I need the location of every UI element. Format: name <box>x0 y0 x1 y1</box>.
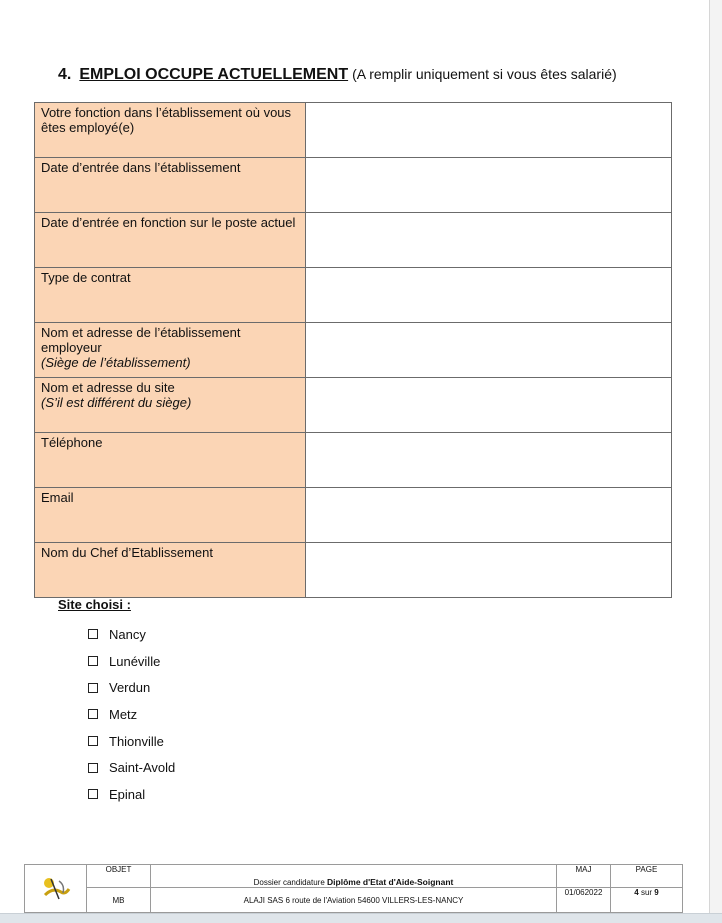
scrollbar-track[interactable] <box>709 0 722 923</box>
status-bar <box>0 913 722 923</box>
document-prefix: Dossier candidature <box>253 878 325 887</box>
field-label-text: Type de contrat <box>41 270 131 285</box>
date-poste-field[interactable] <box>306 213 672 268</box>
form-row-date-poste <box>35 213 672 268</box>
form-row-employeur <box>35 323 672 378</box>
alaji-logo-icon <box>39 873 73 903</box>
company-address: ALAJI SAS 6 route de l'Aviation 54600 VILLERS-LES-NANCY <box>151 888 557 913</box>
field-note: (S’il est différent du siège) <box>41 395 192 410</box>
site-option-label: Saint-Avold <box>109 760 176 776</box>
logo-cell <box>25 865 87 913</box>
site-option-label: Epinal <box>109 786 146 802</box>
checkbox-icon[interactable] <box>88 789 98 799</box>
form-row-date-entree <box>35 158 672 213</box>
date-entree-field[interactable] <box>306 158 672 213</box>
field-label-text: Téléphone <box>41 435 103 450</box>
site-option-label: Verdun <box>109 680 151 696</box>
objet-label: OBJET <box>87 865 151 888</box>
section-heading <box>58 66 617 84</box>
form-row-chef <box>35 543 672 598</box>
page-current: 4 <box>634 888 639 897</box>
field-note: (Siège de l’établissement) <box>41 355 191 370</box>
site-option-label: Lunéville <box>109 653 161 669</box>
section-number: 4. <box>58 66 72 83</box>
section-subtitle: (A remplir uniquement si vous êtes salarié) <box>352 66 617 82</box>
site-option-nancy[interactable] <box>88 621 175 648</box>
checkbox-icon[interactable] <box>88 736 98 746</box>
employment-form-table <box>34 102 672 598</box>
type-contrat-field[interactable] <box>306 268 672 323</box>
maj-date: 01/062022 <box>557 888 611 913</box>
field-label <box>35 433 306 488</box>
form-row-fonction <box>35 103 672 158</box>
page-total: 9 <box>654 888 659 897</box>
site-option-epinal[interactable] <box>88 781 175 808</box>
maj-label: MAJ <box>557 865 611 888</box>
section-title: EMPLOI OCCUPE ACTUELLEMENT <box>79 66 349 83</box>
document-title <box>151 865 557 888</box>
site-option-label: Nancy <box>109 626 146 642</box>
site-option-metz[interactable] <box>88 701 175 728</box>
form-row-type-contrat <box>35 268 672 323</box>
form-row-email <box>35 488 672 543</box>
field-label-text: Nom et adresse du site <box>41 380 175 395</box>
page-label: PAGE <box>611 865 683 888</box>
document-diploma: Diplôme d'Etat d'Aide-Soignant <box>327 877 454 887</box>
telephone-field[interactable] <box>306 433 672 488</box>
checkbox-icon[interactable] <box>88 629 98 639</box>
site-option-verdun[interactable] <box>88 674 175 701</box>
fonction-field[interactable] <box>306 103 672 158</box>
form-row-site <box>35 378 672 433</box>
checkbox-icon[interactable] <box>88 683 98 693</box>
employeur-field[interactable] <box>306 323 672 378</box>
checkbox-icon[interactable] <box>88 709 98 719</box>
field-label-text: Date d’entrée en fonction sur le poste actuel <box>41 215 296 230</box>
field-label <box>35 378 306 433</box>
checkbox-icon[interactable] <box>88 763 98 773</box>
page-sep: sur <box>640 888 653 897</box>
site-choice-title: Site choisi : <box>58 597 131 612</box>
field-label-text: Votre fonction dans l’établissement où vous êtes employé(e) <box>41 105 292 135</box>
field-label <box>35 543 306 598</box>
site-choice-list <box>88 621 175 808</box>
site-option-luneville[interactable] <box>88 648 175 675</box>
field-label-text: Nom du Chef d’Etablissement <box>41 545 213 560</box>
field-label <box>35 323 306 378</box>
field-label-text: Nom et adresse de l’établissement employeur <box>41 325 241 355</box>
site-option-label: Metz <box>109 706 138 722</box>
field-label <box>35 488 306 543</box>
field-label-text: Email <box>41 490 74 505</box>
field-label <box>35 268 306 323</box>
field-label <box>35 103 306 158</box>
field-label-text: Date d’entrée dans l’établissement <box>41 160 241 175</box>
author-initials: MB <box>87 888 151 913</box>
page-number <box>611 888 683 913</box>
field-label <box>35 213 306 268</box>
site-option-saint-avold[interactable] <box>88 754 175 781</box>
field-label <box>35 158 306 213</box>
site-option-thionville[interactable] <box>88 728 175 755</box>
document-footer <box>24 864 683 913</box>
checkbox-icon[interactable] <box>88 656 98 666</box>
form-row-telephone <box>35 433 672 488</box>
chef-field[interactable] <box>306 543 672 598</box>
site-adresse-field[interactable] <box>306 378 672 433</box>
site-option-label: Thionville <box>109 733 164 749</box>
email-field[interactable] <box>306 488 672 543</box>
